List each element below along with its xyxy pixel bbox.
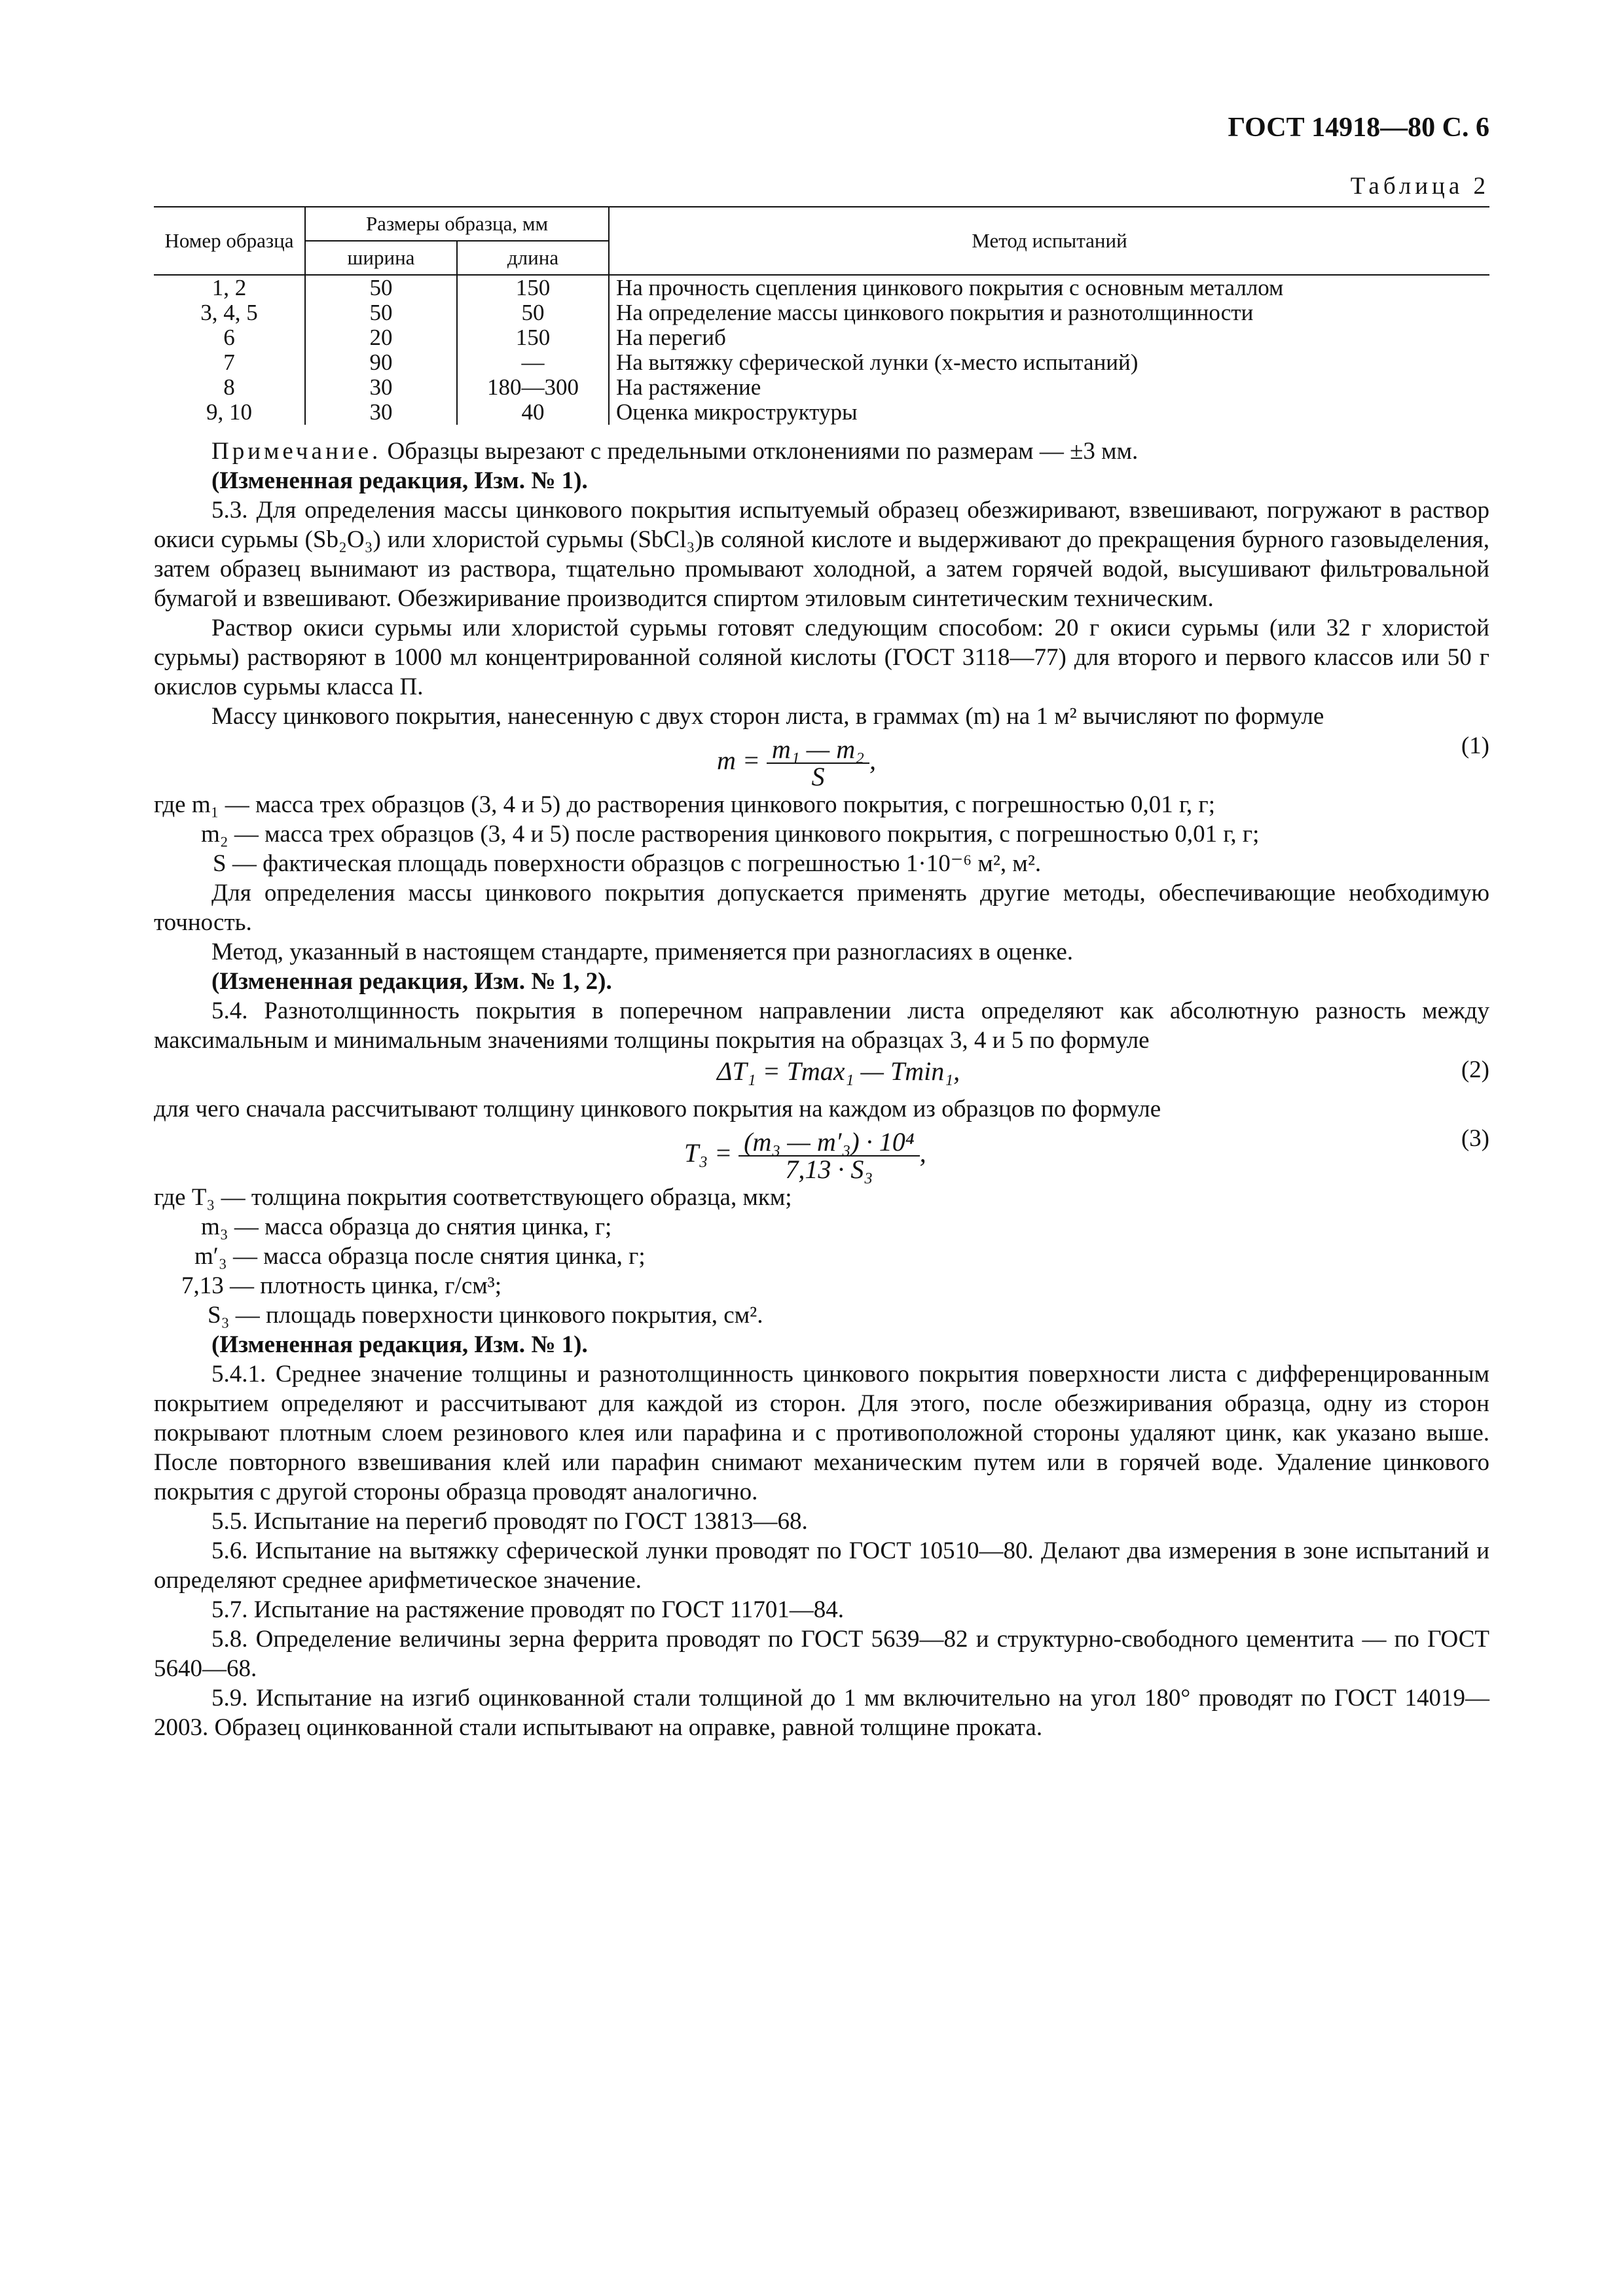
cell-length: 40 [457, 400, 609, 425]
change-note-1-2: (Измененная редакция, Изм. № 1, 2). [211, 968, 612, 995]
table-row [154, 350, 1489, 375]
formula-1-legend [154, 790, 1489, 878]
formula-3-tail: , [919, 1138, 926, 1168]
cell-width: 20 [305, 325, 457, 350]
para-5-7: 5.7. Испытание на растяжение проводят по ГОСТ 11701—84. [211, 1596, 844, 1623]
para-5-4-calc: для чего сначала рассчитывают толщину цинкового покрытия на каждом из образцов по формуле [154, 1096, 1161, 1122]
cell-number: 3, 4, 5 [154, 300, 305, 325]
document-page [154, 111, 1489, 1742]
formula-1-number: (1) [1461, 732, 1489, 759]
para-5-8: 5.8. Определение величины зерна феррита проводят по ГОСТ 5639—82 и структурно-свободного цементита — по ГОСТ 5640—68. [154, 1626, 1489, 1682]
formula-3 [154, 1124, 1489, 1183]
cell-width: 50 [305, 275, 457, 300]
col-width-header: ширина [305, 241, 457, 275]
cell-method: На вытяжку сферической лунки (x-место испытаний) [616, 350, 1139, 375]
para-5-3: 5.3. Для определения массы цинкового покрытия испытуемый образец обезжиривают, взвешивают, погружают в раствор окиси сурьмы (Sb₂O₃) или хлористой сурьмы (SbCl₃)в соляной кислоте и выдерживают до прекращения бурного газовыделения, затем образец вынимают из раствора, тщательно промывают холодной, а затем горячей водой, высушивают фильтровальной бумагой и взвешивают. Обезжиривание производится спиртом этиловым синтетическим техническим. [154, 497, 1489, 612]
formula-1-tail: , [869, 745, 877, 776]
table-row [154, 375, 1489, 400]
formula-3-denominator: 7,13 · S₃ [785, 1155, 873, 1184]
cell-method: На определение массы цинкового покрытия и разнотолщинности [616, 300, 1254, 325]
para-5-5: 5.5. Испытание на перегиб проводят по ГОСТ 13813—68. [211, 1508, 808, 1535]
cell-method: Оценка микроструктуры [616, 399, 858, 425]
para-5-3-other-methods: Для определения массы цинкового покрытия допускается применять другие методы, обеспечивающие необходимую точность. [154, 880, 1489, 936]
legend-line: где T₃ — толщина покрытия соответствующего образца, мкм; [154, 1184, 792, 1211]
legend-line: m₃ — масса образца до снятия цинка, г; [201, 1213, 612, 1240]
table-2 [154, 206, 1489, 425]
para-5-9: 5.9. Испытание на изгиб оцинкованной стали толщиной до 1 мм включительно на угол 180° проводят по ГОСТ 14019—2003. Образец оцинкованной стали испытывают на оправке, равной толщине проката. [154, 1685, 1489, 1741]
table-row [154, 325, 1489, 350]
col-sizes-header: Размеры образца, мм [305, 207, 609, 241]
formula-1-fraction [767, 736, 869, 790]
page-header: ГОСТ 14918—80 С. 6 [1228, 113, 1489, 143]
cell-length: 150 [457, 275, 609, 300]
para-5-4-1: 5.4.1. Среднее значение толщины и разнотолщинность цинкового покрытия поверхности листа с дифференцированным покрытием определяют и рассчитывают для каждой из сторон. Для этого, после обезжиривания образца, одну из сторон покрывают плотным слоем резинового клея или парафина и с противоположной стороны удаляют цинк, как указано выше. После повторного взвешивания клей или парафин снимают механическим путем или в горячей воде. Удаление цинкового покрытия с другой стороны образца проводят аналогично. [154, 1361, 1489, 1505]
cell-width: 90 [305, 350, 457, 375]
note-label: Примечание. [211, 438, 382, 465]
table-body [154, 275, 1489, 425]
cell-width: 30 [305, 400, 457, 425]
col-number-header: Номер образца [154, 207, 305, 275]
cell-number: 8 [154, 375, 305, 400]
table-row [154, 400, 1489, 425]
formula-2 [154, 1055, 1489, 1094]
cell-length: 150 [457, 325, 609, 350]
cell-number: 7 [154, 350, 305, 375]
table-row [154, 300, 1489, 325]
formula-3-number: (3) [1461, 1125, 1489, 1152]
cell-number: 1, 2 [154, 275, 305, 300]
change-note-1b: (Измененная редакция, Изм. № 1). [211, 1331, 588, 1358]
cell-method: На растяжение [616, 374, 761, 400]
para-5-3-mass: Массу цинкового покрытия, нанесенную с двух сторон листа, в граммах (m) на 1 м² вычисляют по формуле [211, 703, 1324, 730]
col-method-header: Метод испытаний [609, 207, 1489, 275]
formula-3-lhs: T₃ = [684, 1138, 733, 1168]
table-row [154, 275, 1489, 300]
cell-length: 180—300 [457, 375, 609, 400]
formula-3-fraction [739, 1129, 919, 1183]
col-length-header: длина [457, 241, 609, 275]
legend-line: где m₁ — масса трех образцов (3, 4 и 5) до растворения цинкового покрытия, с погрешностью 0,01 г, г; [154, 791, 1215, 818]
cell-method: На перегиб [616, 325, 726, 350]
change-note-1: (Измененная редакция, Изм. № 1). [211, 467, 588, 494]
cell-width: 50 [305, 300, 457, 325]
formula-1-lhs: m = [717, 745, 760, 776]
legend-line: m₂ — масса трех образцов (3, 4 и 5) после растворения цинкового покрытия, с погрешностью 0,01 г, г; [201, 821, 1260, 848]
cell-length: — [457, 350, 609, 375]
para-5-6: 5.6. Испытание на вытяжку сферической лунки проводят по ГОСТ 10510—80. Делают два измерения в зоне испытаний и определяют среднее арифметическое значение. [154, 1537, 1489, 1594]
cell-number: 6 [154, 325, 305, 350]
cell-width: 30 [305, 375, 457, 400]
para-5-4: 5.4. Разнотолщинность покрытия в поперечном направлении листа определяют как абсолютную разность между максимальным и минимальным значениями толщины покрытия на образцах 3, 4 и 5 по формуле [154, 997, 1489, 1054]
formula-1-denominator: S [811, 762, 825, 791]
legend-line: S — фактическая площадь поверхности образцов с погрешностью 1·10⁻⁶ м², м². [213, 850, 1042, 877]
table-caption: Таблица 2 [1350, 173, 1489, 200]
legend-line: m′₃ — масса образца после снятия цинка, г; [194, 1243, 646, 1270]
para-5-3-disputes: Метод, указанный в настоящем стандарте, применяется при разногласиях в оценке. [211, 939, 1074, 965]
formula-3-numerator: (m₃ — m′₃) · 10⁴ [739, 1129, 919, 1157]
formula-2-expr: ΔT₁ = Tmax₁ — Tmin₁, [717, 1056, 960, 1086]
cell-length: 50 [457, 300, 609, 325]
legend-line: S₃ — площадь поверхности цинкового покрытия, см². [208, 1302, 763, 1329]
cell-number: 9, 10 [154, 400, 305, 425]
table-note [154, 437, 1489, 466]
formula-1 [154, 731, 1489, 790]
formula-3-legend [154, 1183, 1489, 1330]
formula-2-number: (2) [1461, 1056, 1489, 1083]
legend-line: 7,13 — плотность цинка, г/см³; [181, 1272, 502, 1299]
para-5-3-solution: Раствор окиси сурьмы или хлористой сурьмы готовят следующим способом: 20 г окиси сурьмы (или 32 г хлористой сурьмы) растворяют в 1000 мл концентрированной соляной кислоты (ГОСТ 3118—77) для второго и первого классов или 50 г окислов сурьмы класса П. [154, 615, 1489, 700]
cell-method: На прочность сцепления цинкового покрытия с основным металлом [616, 275, 1284, 300]
formula-1-numerator: m₁ — m₂ [767, 736, 869, 764]
note-text: Образцы вырезают с предельными отклонениями по размерам — ±3 мм. [387, 438, 1139, 465]
